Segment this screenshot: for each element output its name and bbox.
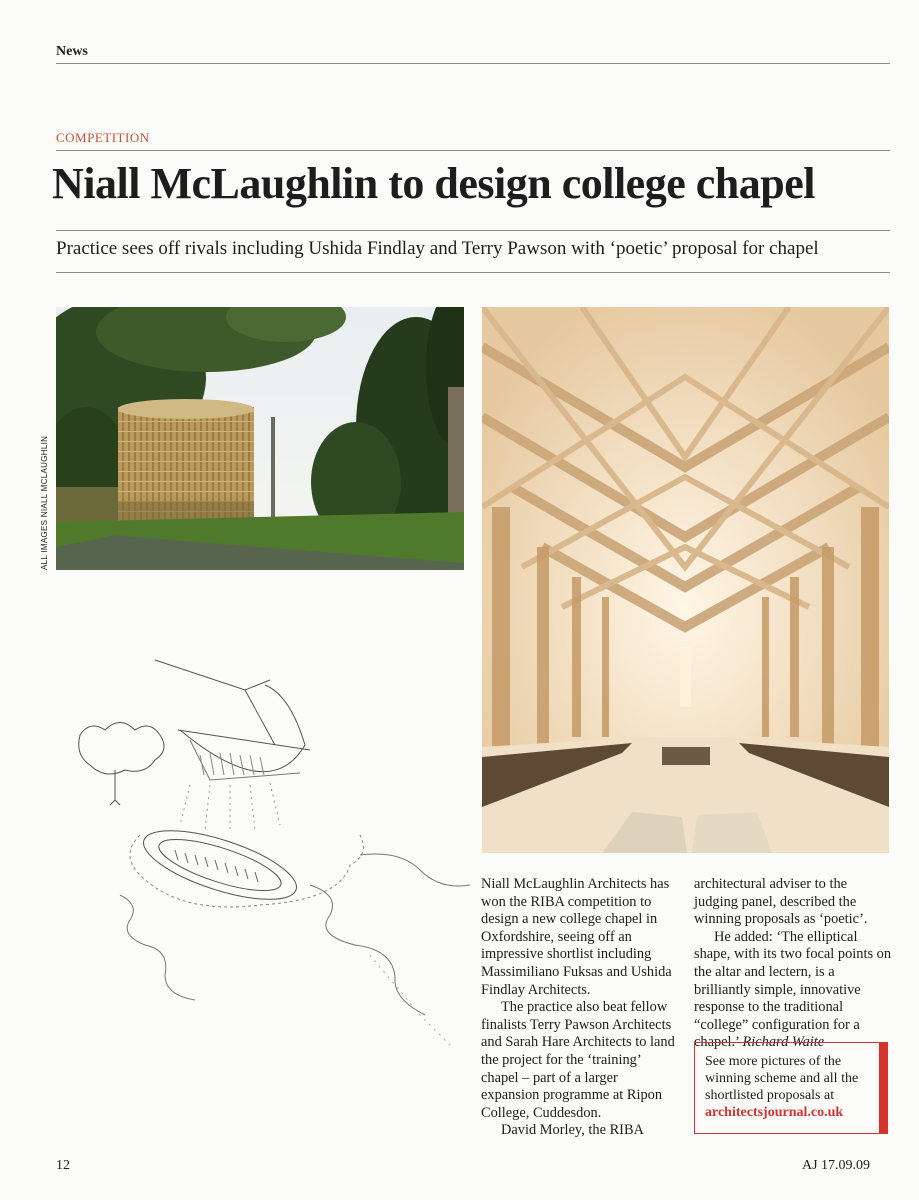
article-column-1 [481, 876, 677, 1140]
headline: Niall McLaughlin to design college chapel [52, 159, 815, 208]
paragraph: Niall McLaughlin Architects has won the RIBA competition to design a new college chapel in Oxfordshire, seeing off an impressive shortlist including Massimiliano Fuksas and Ushida Findlay Architects. [481, 876, 672, 998]
headline-rule [56, 230, 890, 231]
article-column-2 [694, 876, 892, 1052]
issue-date: AJ 17.09.09 [802, 1158, 871, 1173]
kicker: COMPETITION [56, 130, 150, 145]
paragraph: The practice also beat fellow finalists Terry Pawson Architects and Sarah Hare Architects to land the project for the ‘training’ chapel – part of a larger expansion programme at Ripon College, Cuddesdon. [481, 999, 675, 1121]
standfirst-rule [56, 272, 890, 273]
paragraph: David Morley, the RIBA [501, 1122, 644, 1139]
promo-accent-bar [879, 1043, 887, 1133]
page-number: 12 [56, 1158, 70, 1173]
standfirst: Practice sees off rivals including Ushida Findlay and Terry Pawson with ‘poetic’ proposal for chapel [56, 238, 819, 259]
kicker-rule [56, 150, 890, 151]
header-rule [56, 63, 890, 64]
concept-sketch [60, 655, 480, 1055]
promo-text: See more pictures of the winning scheme and all the shortlisted proposals at architectsjournal.co.uk [705, 1054, 859, 1120]
interior-render [482, 307, 889, 853]
paragraph: architectural adviser to the judging panel, described the winning proposals as ‘poetic’. [694, 876, 868, 928]
paragraph: He added: ‘The elliptical shape, with its two focal points on the altar and lectern, is a brilliantly simple, innovative response to the traditional “college” configuration for a chapel.’ Richard Waite [694, 928, 892, 1051]
byline: Richard Waite [742, 1034, 825, 1051]
website-link[interactable]: architectsjournal.co.uk [705, 1105, 844, 1120]
image-credit: ALL IMAGES NIALL MCLAUGHLIN [40, 435, 49, 570]
section-label: News [56, 44, 88, 59]
web-promo-box [694, 1042, 888, 1134]
exterior-photo [56, 307, 464, 570]
